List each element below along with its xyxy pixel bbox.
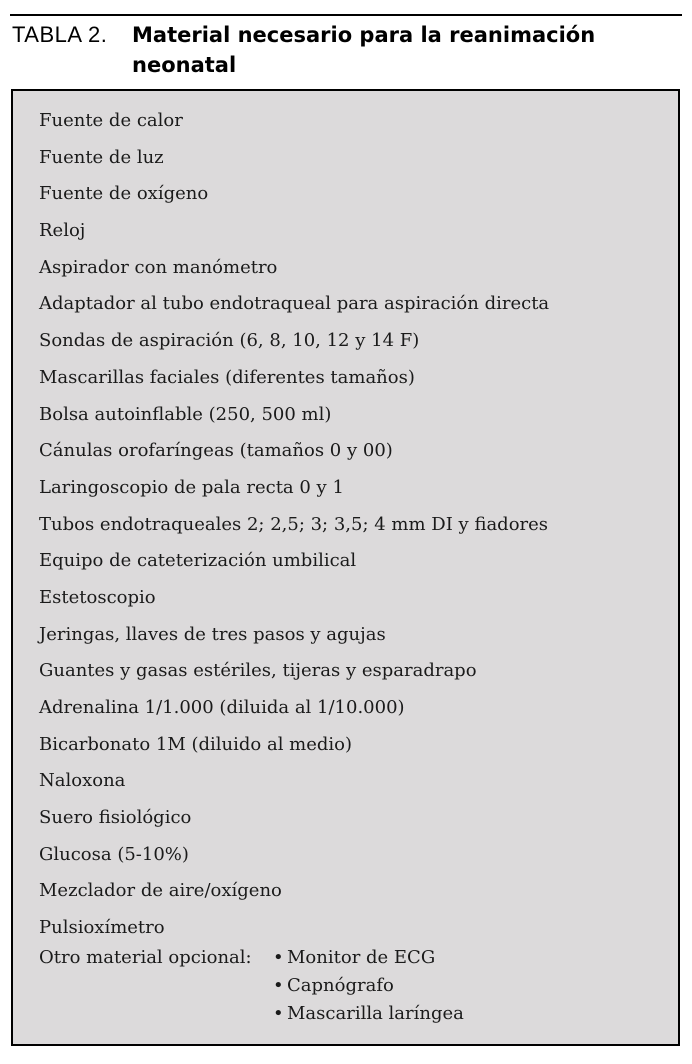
list-item: Mascarillas faciales (diferentes tamaños): [39, 366, 415, 388]
list-item: Bolsa autoinflable (250, 500 ml): [39, 403, 332, 425]
list-item: Reloj: [39, 220, 86, 242]
table-box: [11, 89, 680, 1046]
list-item: Jeringas, llaves de tres pasos y agujas: [39, 623, 386, 645]
list-item: Adrenalina 1/1.000 (diluida al 1/10.000): [39, 697, 405, 718]
material-list: [39, 103, 549, 947]
list-item: Guantes y gasas estériles, tijeras y esparadrapo: [39, 660, 477, 682]
list-item: Cánulas orofaríngeas (tamaños 0 y 00): [39, 440, 393, 462]
table-number: TABLA 2.: [12, 22, 108, 47]
list-item: Fuente de oxígeno: [39, 183, 209, 205]
table-title-line-1: Material necesario para la reanimación: [132, 23, 596, 47]
table-caption: [12, 20, 672, 84]
list-item: Bicarbonato 1M (diluido al medio): [39, 733, 353, 755]
list-item: Sondas de aspiración (6, 8, 10, 12 y 14 F): [39, 330, 420, 352]
optional-item-text: Capnógrafo: [287, 975, 394, 996]
optional-list-item: [273, 944, 464, 972]
table-title-line-2: neonatal: [132, 53, 237, 77]
optional-list-item: [273, 1000, 464, 1028]
list-item: Laringoscopio de pala recta 0 y 1: [39, 476, 344, 498]
bullet-icon: •: [273, 947, 284, 968]
table-title: [132, 20, 652, 80]
list-item: Estetoscopio: [39, 586, 156, 608]
bullet-icon: •: [273, 1003, 284, 1024]
optional-item-text: Mascarilla laríngea: [287, 1003, 464, 1024]
list-item: Tubos endotraqueales 2; 2,5; 3; 3,5; 4 mm DI y fiadores: [39, 513, 549, 535]
list-item: Aspirador con manómetro: [39, 256, 278, 278]
list-item: Suero fisiológico: [39, 807, 192, 829]
optional-material-label: Otro material opcional:: [39, 947, 252, 968]
list-item: Glucosa (5-10%): [39, 843, 189, 865]
list-item: Adaptador al tubo endotraqueal para aspiración directa: [39, 293, 550, 315]
list-item: Equipo de cateterización umbilical: [39, 550, 357, 572]
list-item: Mezclador de aire/oxígeno: [39, 880, 282, 902]
list-item: Pulsioxímetro: [39, 917, 165, 939]
optional-list-item: [273, 972, 464, 1000]
top-rule: [10, 14, 682, 16]
optional-material-list: [273, 944, 464, 1028]
list-item: Fuente de calor: [39, 110, 183, 131]
optional-item-text: Monitor de ECG: [287, 947, 436, 968]
list-item: Fuente de luz: [39, 146, 164, 168]
list-item: Naloxona: [39, 770, 126, 792]
bullet-icon: •: [273, 975, 284, 996]
